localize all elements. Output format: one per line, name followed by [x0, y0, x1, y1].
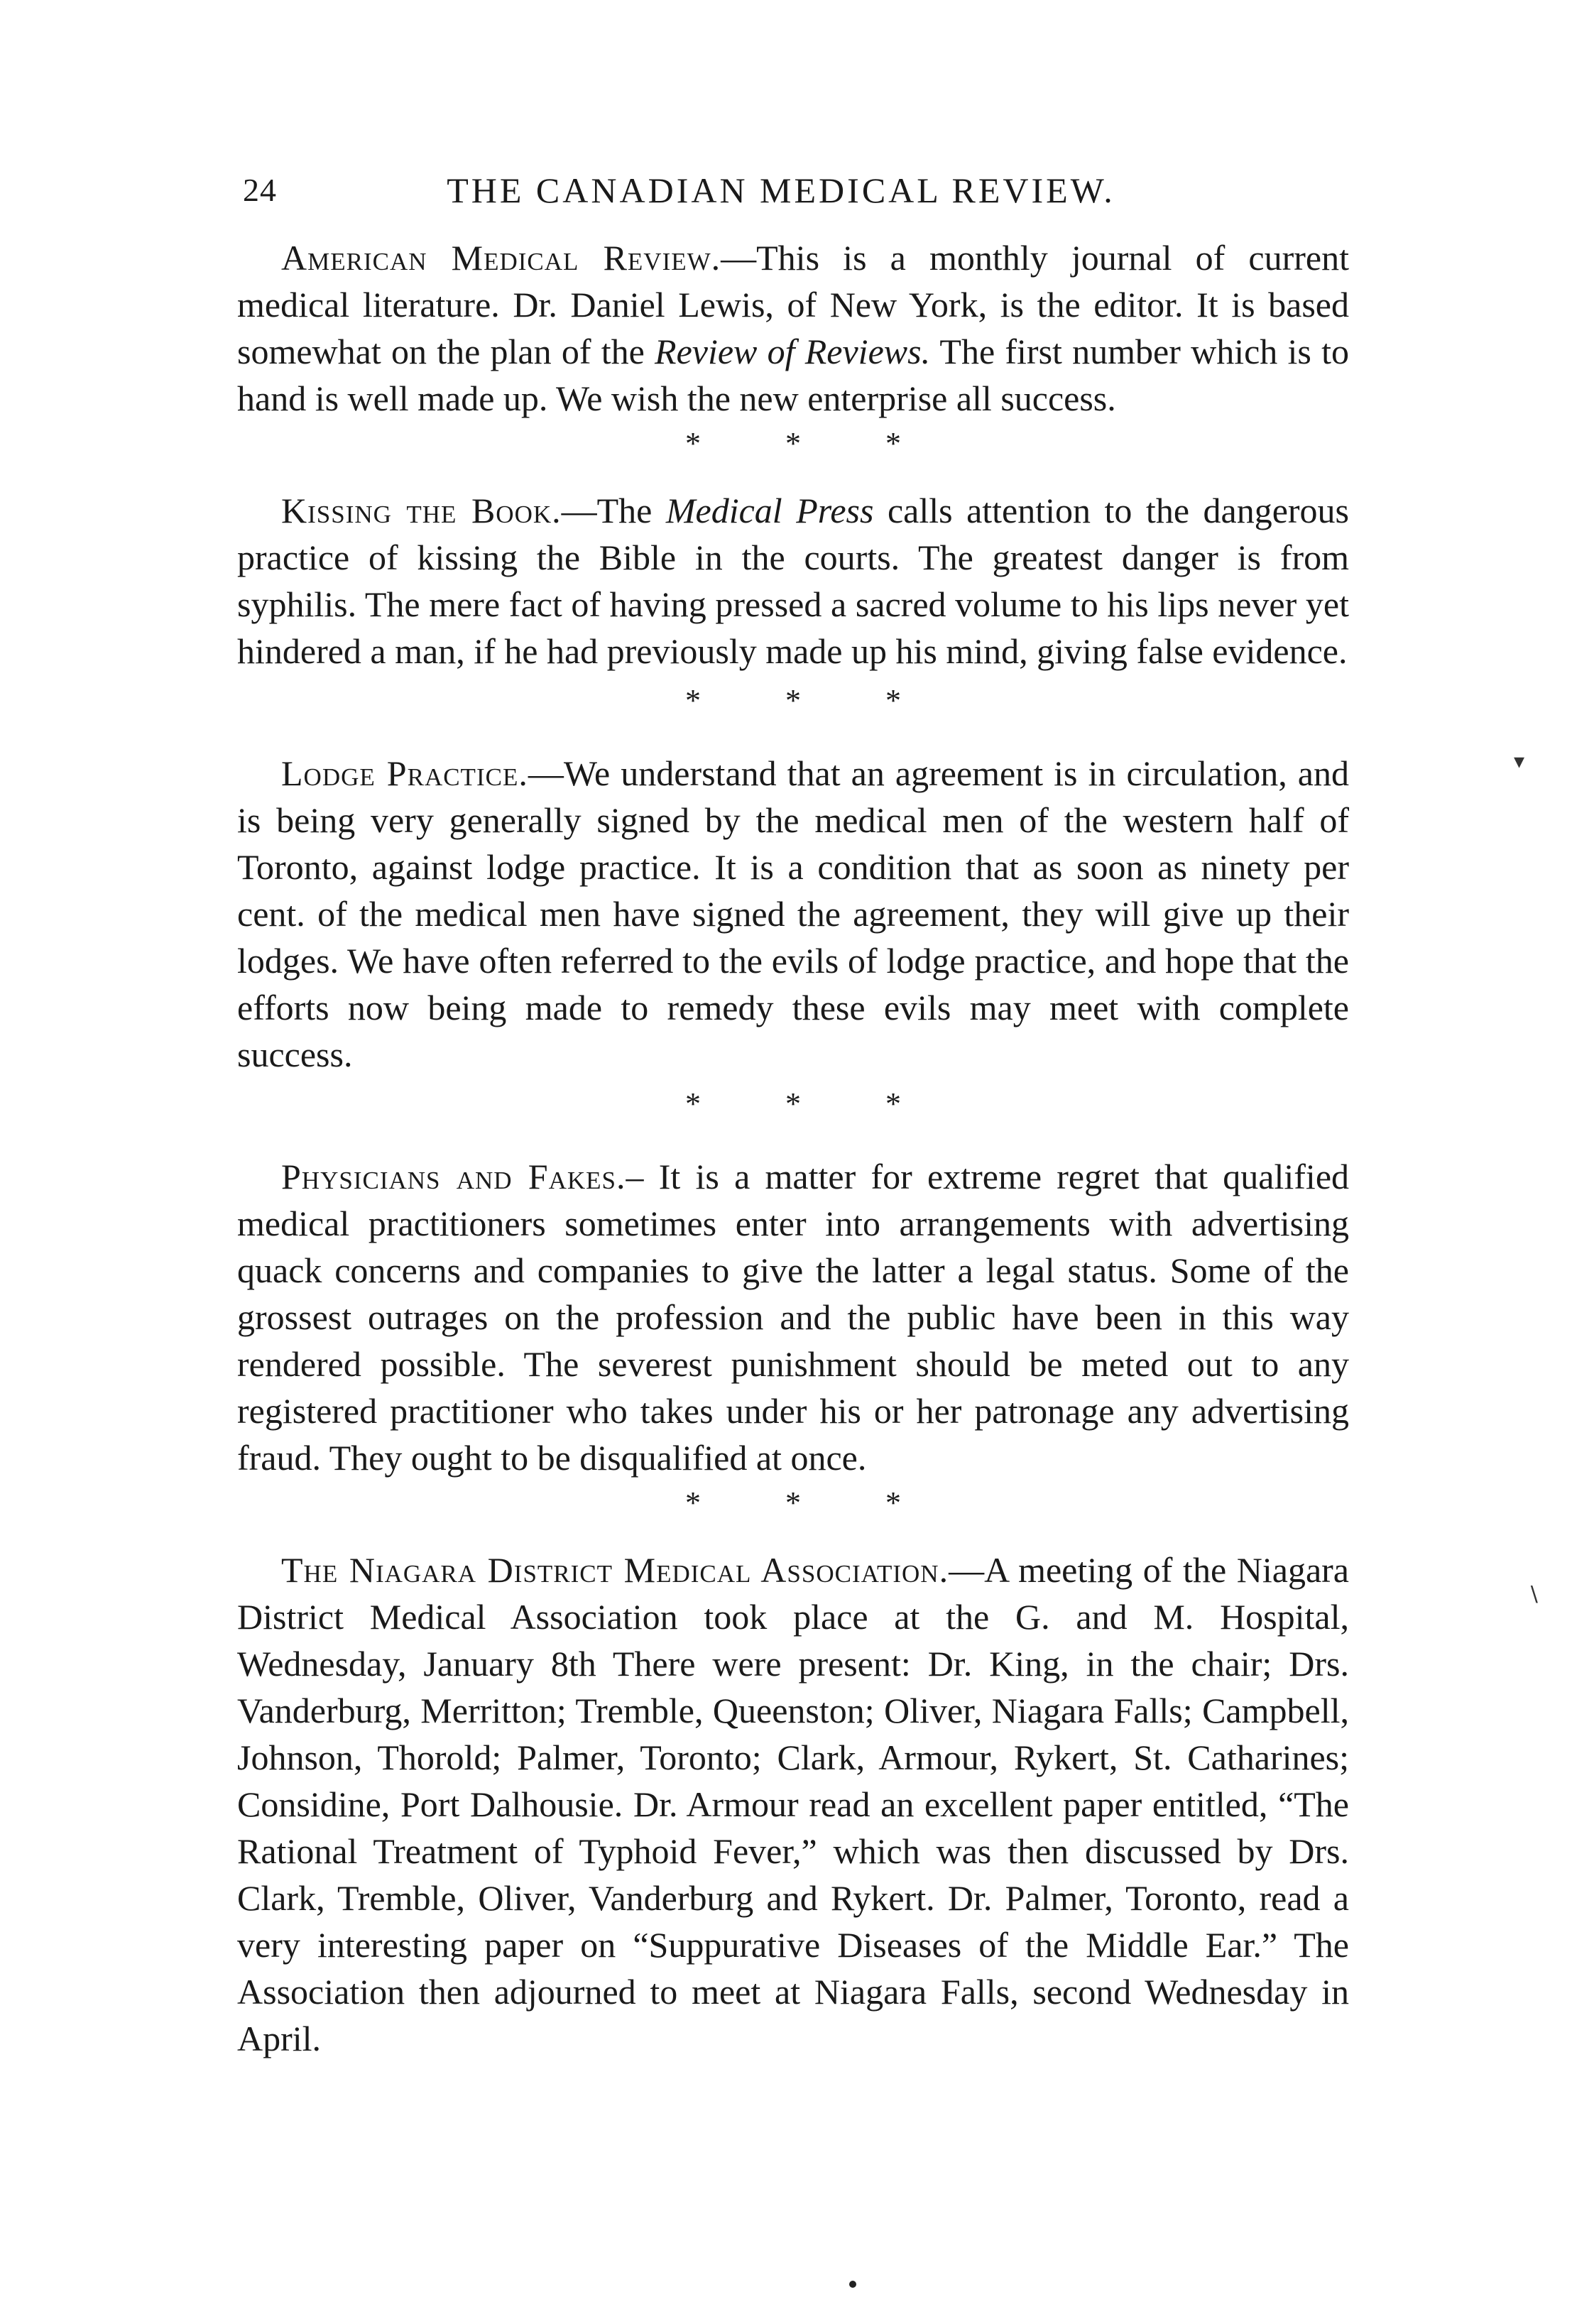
item-heading: Kissing the Book.	[281, 491, 562, 530]
journal-title: THE CANADIAN MEDICAL REVIEW.	[447, 170, 1115, 210]
item-text: – It is a matter for extreme regret that qualified medical practitioners sometimes enter into arrangements with advertising quack concerns and companies to give the latter a legal status. Some of the grossest outrages on the profession and the public have been in this way rendered possible. The severest punishment should be meted out to any registered practitioner who takes under his or her patronage any advertising fraud. They ought to be disqualified at once.	[237, 1157, 1350, 1478]
item-text: —This is a monthly journal of current medical literature. Dr. Daniel Lewis, of New York, is the editor. It is based somewhat on the plan of the	[237, 238, 1349, 371]
item-heading: Lodge Practice.	[281, 753, 528, 793]
item-niagara-district-medical-association	[237, 1546, 1349, 2062]
item-kissing-the-book	[237, 487, 1349, 675]
section-separator: * * *	[685, 1086, 939, 1121]
section-separator: * * *	[685, 426, 939, 461]
running-head	[227, 162, 1335, 219]
item-italic-title: Medical Press	[665, 491, 874, 530]
item-heading: American Medical Review.	[281, 238, 721, 278]
item-text: —The	[561, 491, 666, 530]
section-separator: * * *	[685, 1485, 939, 1520]
section-separator: * * *	[685, 683, 939, 718]
article-column	[237, 234, 1349, 2062]
page-number: 24	[243, 172, 277, 208]
bottom-dot	[849, 2281, 856, 2288]
margin-speck: ∖	[1527, 1583, 1541, 1607]
item-text: calls attention to the dangerous practice of kissing the Bible in the courts. The greatest danger is from syphilis. The mere fact of having pressed a sacred volume to his lips never yet hindered a man, if he had previously made up his mind, giving false evidence.	[237, 491, 1350, 671]
item-text: —We understand that an agreement is in circulation, and is being very generally signed by the medical men of the western half of Toronto, against lodge practice. It is a condition that as soon as ninety per cent. of the medical men have signed the agreement, they will give up their lodges. We have often referred to the evils of lodge practice, and hope that the efforts now being made to remedy these evils may meet with complete success.	[237, 753, 1349, 1074]
item-heading: The Niagara District Medical Association.	[281, 1550, 949, 1590]
item-text: —A meeting of the Niagara District Medical Association took place at the G. and M. Hospital, Wednesday, January 8th There were present: Dr. King, in the chair; Drs. Vanderburg, Merritton; Tremble, Queenston; Oliver, Niagara Falls; Campbell, Johnson, Thorold; Palmer, Toronto; Clark, Armour, Rykert, St. Catharines; Considine, Port Dalhousie. Dr. Armour read an excellent paper entitled, “The Rational Treatment of Typhoid Fever,” which was then discussed by Drs. Clark, Tremble, Oliver, Vanderburg and Rykert. Dr. Palmer, Toronto, read a very interesting paper on “Suppurative Diseases of the Middle Ear.” The Association then adjourned to meet at Niagara Falls, second Wednesday in April.	[237, 1550, 1349, 2058]
item-american-medical-review	[237, 234, 1349, 422]
item-lodge-practice	[237, 750, 1349, 1078]
margin-speck: ▾	[1514, 750, 1525, 773]
item-heading: Physicians and Fakes.	[281, 1157, 626, 1196]
item-italic-title: Review of Reviews.	[655, 332, 931, 371]
item-text: The first number which is to hand is well made up. We wish the new enterprise all success.	[237, 332, 1350, 418]
item-physicians-and-fakes	[237, 1153, 1349, 1481]
